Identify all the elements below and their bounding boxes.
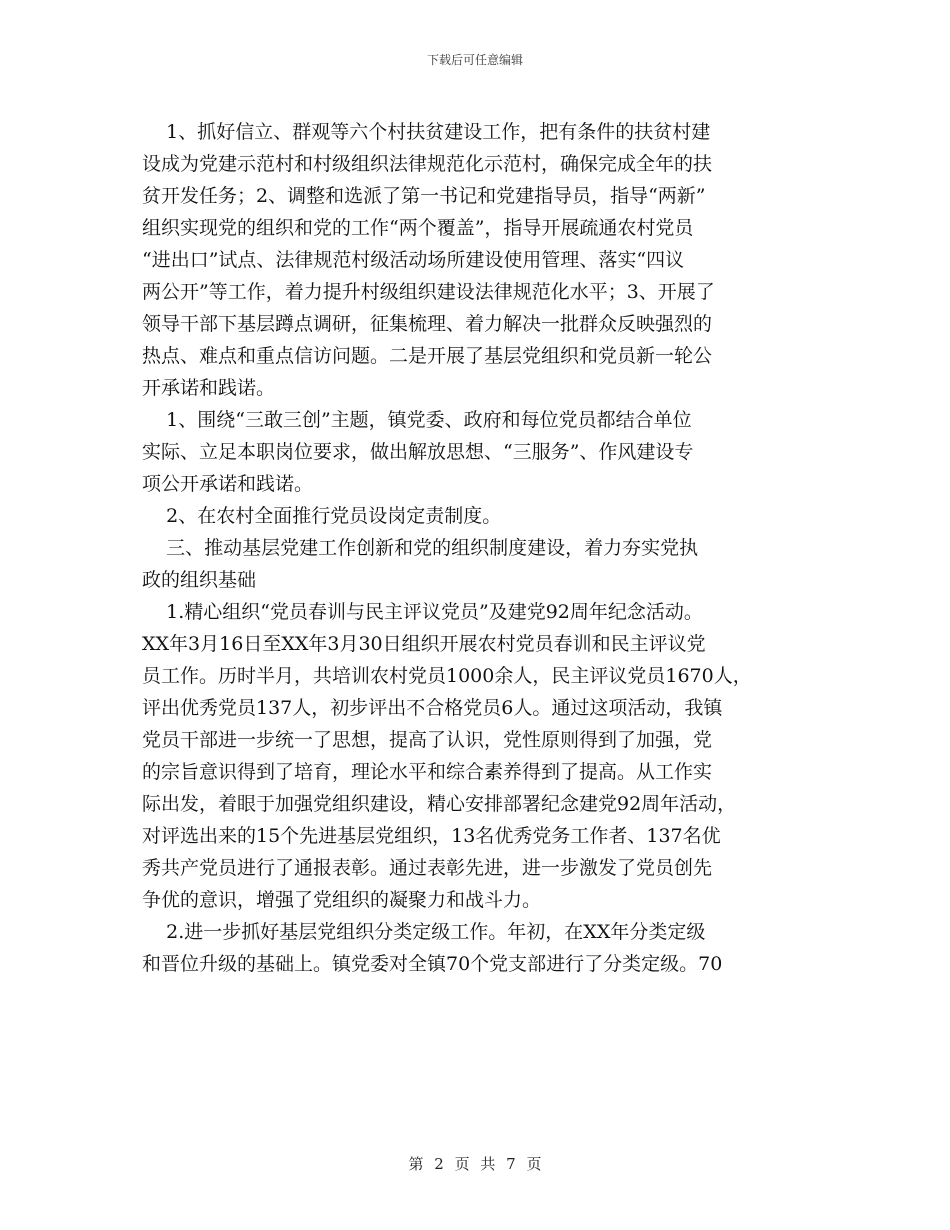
text-line: “进出口”试点、法律规范村级活动场所建设使用管理、落实“四议 — [142, 249, 685, 271]
text-line: 的宗旨意识得到了培育，理论水平和综合素养得到了提高。从工作实 — [142, 761, 713, 783]
text-line: 员工作。历时半月，共培训农村党员1000余人，民主评议党员1670人， — [142, 665, 752, 687]
text-line: 秀共产党员进行了通报表彰。通过表彰先进，进一步激发了党员创先 — [142, 857, 713, 879]
text-line: 2.进一步抓好基层党组织分类定级工作。年初，在XX年分类定级 — [142, 921, 706, 943]
text-line: 设成为党建示范村和村级组织法律规范化示范村，确保完成全年的扶 — [142, 153, 713, 175]
text-line: 贫开发任务；2、调整和选派了第一书记和党建指导员，指导“两新” — [142, 185, 706, 207]
text-line: 1、围绕“三敢三创”主题，镇党委、政府和每位党员都结合单位 — [142, 409, 692, 431]
text-line: 对评选出来的15个先进基层党组织，13名优秀党务工作者、137名优 — [142, 825, 721, 847]
text-line: 项公开承诺和践诺。 — [142, 473, 314, 495]
text-line: XX年3月16日至XX年3月30日组织开展农村党员春训和民主评议党 — [142, 633, 706, 655]
text-line: 1.精心组织“党员春训与民主评议党员”及建党92周年纪念活动。 — [142, 601, 703, 623]
text-line: 组织实现党的组织和党的工作“两个覆盖”，指导开展疏通农村党员 — [142, 217, 694, 239]
text-line: 和晋位升级的基础上。镇党委对全镇70个党支部进行了分类定级。70 — [142, 953, 723, 975]
text-line: 开承诺和践诺。 — [142, 377, 276, 399]
document-body — [142, 116, 808, 980]
text-line: 评出优秀党员137人，初步评出不合格党员6人。通过这项活动，我镇 — [142, 697, 723, 719]
text-line: 热点、难点和重点信访问题。二是开展了基层党组织和党员新一轮公 — [142, 345, 713, 367]
page-footer: 第 2 页 共 7 页 — [408, 1155, 542, 1173]
text-line: 两公开”等工作，着力提升村级组织建设法律规范化水平；3、开展了 — [142, 281, 715, 303]
text-line: 际出发，着眼于加强党组织建设，精心安排部署纪念建党92周年活动， — [142, 793, 737, 815]
text-line: 争优的意识，增强了党组织的凝聚力和战斗力。 — [142, 889, 542, 911]
page-header: 下载后可任意编辑 — [426, 53, 523, 67]
text-line: 领导干部下基层蹲点调研，征集梳理、着力解决一批群众反映强烈的 — [142, 313, 713, 335]
text-line: 1、抓好信立、群观等六个村扶贫建设工作，把有条件的扶贫村建 — [142, 121, 711, 143]
text-line: 党员干部进一步统一了思想，提高了认识，党性原则得到了加强，党 — [142, 729, 713, 751]
text-line: 实际、立足本职岗位要求，做出解放思想、“三服务”、作风建设专 — [142, 441, 694, 463]
text-line: 政的组织基础 — [142, 569, 257, 591]
text-line: 三、推动基层党建工作创新和党的组织制度建设，着力夯实党执 — [142, 537, 699, 559]
text-line: 2、在农村全面推行党员设岗定责制度。 — [142, 505, 502, 527]
